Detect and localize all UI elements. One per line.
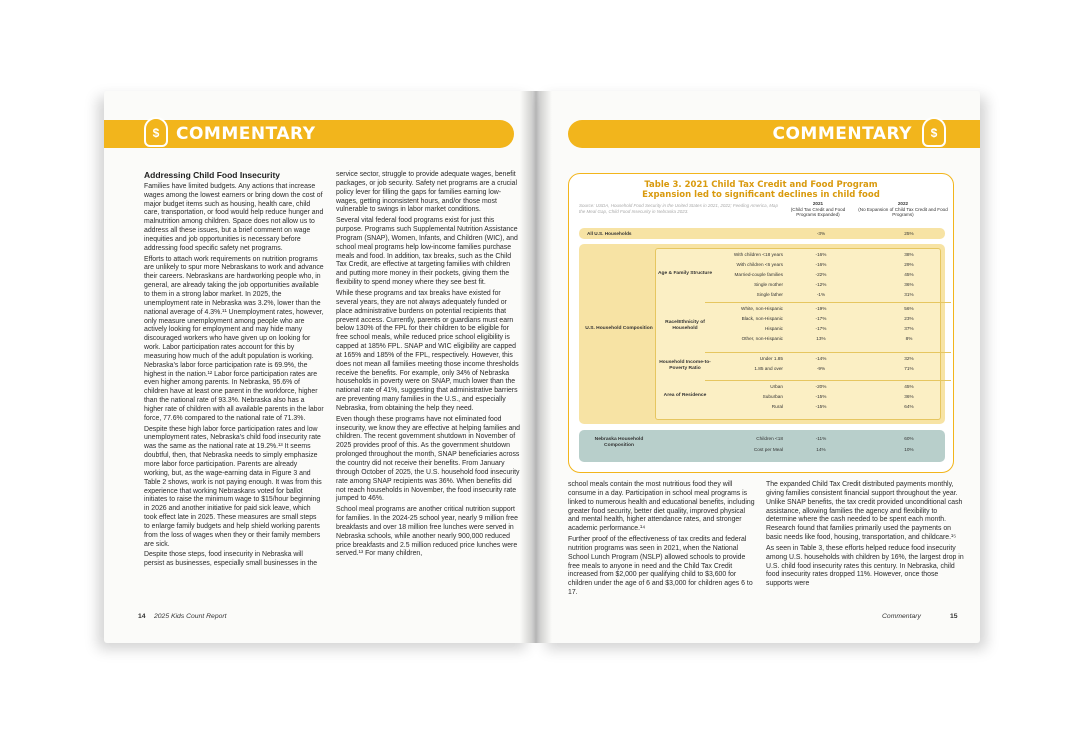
row-label: All U.S. Households — [587, 231, 632, 236]
paragraph: Despite those steps, food insecurity in Nebraska will persist as businesses, especially small businesses in the — [144, 551, 318, 568]
group-label: Area of Residence — [663, 393, 707, 398]
column-year: 2022 — [897, 201, 909, 206]
nebraska-section — [579, 430, 945, 462]
column-desc: (No Expansion of Child Tax Credit and Food Programs) — [858, 206, 948, 218]
value-2022: 10% — [904, 447, 914, 452]
value-2021: -12% — [815, 282, 827, 287]
row-label: Suburban — [762, 394, 783, 399]
paragraph: Several vital federal food programs exist for just this purpose. Programs such Supplemental Nutrition Assistance Program (SNAP), Women, Infants, and Children (WIC), and school meal programs help low-income families purchase meals and food. In addition, tax breaks, such as the Child Tax Credit, are effective at targeting families with children and putting more money in their pockets, giving them the flexibility to spend money where they see best fit. — [336, 217, 518, 287]
commentary-banner-right: COMMENTARY — [568, 120, 980, 148]
value-2021: -22% — [815, 272, 827, 277]
divider — [705, 380, 951, 381]
value-2021: -16% — [815, 262, 827, 267]
value-2022: 36% — [904, 394, 914, 399]
value-2021: -20% — [815, 384, 827, 389]
section-label: Nebraska Household Composition — [594, 437, 644, 448]
row-label: Urban — [770, 384, 783, 389]
value-2021: -1% — [816, 292, 826, 297]
table-title — [569, 180, 953, 200]
row-label: Married-couple families — [734, 272, 783, 277]
row-label: Black, non-Hispanic — [741, 316, 783, 321]
right-page — [540, 91, 980, 643]
value-2021: 13% — [816, 336, 826, 341]
value-2021: -15% — [815, 404, 827, 409]
value-2022: 56% — [904, 306, 914, 311]
value-2021: -17% — [815, 326, 827, 331]
value-2022: 23% — [904, 316, 914, 321]
value-2022: 45% — [904, 384, 914, 389]
value-2021: 14% — [816, 447, 826, 452]
value-2022: 60% — [904, 436, 914, 441]
row-label: Rural — [771, 404, 783, 409]
value-2021: -16% — [815, 252, 827, 257]
row-label: White, non-Hispanic — [741, 306, 783, 311]
footer-title: 2025 Kids Count Report — [154, 613, 227, 620]
left-column-1 — [144, 171, 324, 571]
value-2022: 25% — [904, 231, 914, 236]
right-column-1 — [568, 481, 758, 600]
paragraph: school meals contain the most nutritious food they will consume in a day. Participation in school meal programs is linked to numerous health and educational benefits, including greater food security, better diet quality, improved physical and mental health, higher attendance rates, and stronger academic performance.¹⁴ — [568, 481, 755, 533]
value-2021: -15% — [815, 394, 827, 399]
value-2022: 29% — [904, 262, 914, 267]
group-label: Household Income-to-Poverty Ratio — [659, 360, 711, 371]
divider — [705, 302, 951, 303]
table-title-line-1: Table 3. 2021 Child Tax Credit and Food Program — [644, 180, 878, 190]
footer-title: Commentary — [882, 613, 921, 620]
column-desc: (Child Tax Credit and Food Programs Expanded) — [790, 206, 846, 218]
table-title-line-2: Expansion led to significant declines in child food — [642, 190, 880, 200]
value-2022: 38% — [904, 252, 914, 257]
page-number: 14 — [138, 613, 146, 620]
value-2022: 36% — [904, 282, 914, 287]
row-label: Under 1.85 — [759, 356, 783, 361]
paragraph: Families have limited budgets. Any actions that increase wages among the lowest earners or bring down the cost of major budget items such as housing, health care, child care, transportation, or food would help reduce hunger and malnutrition among children. Space does not allow us to address all these issues, but a brief comment on wage inequities and job opportunities is necessary before addressing food specific safety net programs. — [144, 182, 324, 252]
value-2021: -17% — [815, 316, 827, 321]
value-2022: 32% — [904, 356, 914, 361]
row-label: Cost per Meal — [753, 447, 783, 452]
value-2022: 71% — [904, 366, 914, 371]
column-header-2022 — [858, 201, 948, 218]
section-heading: Addressing Child Food Insecurity — [144, 170, 281, 180]
value-2022: 8% — [905, 336, 913, 341]
paragraph: Further proof of the effectiveness of tax credits and federal nutrition programs was seen in 2021, when the National School Lunch Program (NSLP) allowed schools to provide free meals to anyone in need and the Child Tax Credit increased from $2,000 per qualifying child to $3,600 for children under the age of 6 and $3,000 for children ages 6 to 17. — [568, 536, 753, 597]
right-column-2 — [766, 481, 966, 591]
row-label: With children <18 years — [733, 252, 783, 257]
row-label: 1.85 and over — [754, 366, 783, 371]
left-column-2 — [336, 171, 520, 561]
paragraph: As seen in Table 3, these efforts helped reduce food insecurity among U.S. households with children by 16%, the largest drop in U.S. child food insecurity rates this century. In Nebraska, child food insecurity rates dropped 11%. However, once those supports were — [766, 544, 964, 588]
divider — [705, 352, 951, 353]
left-page — [104, 91, 532, 643]
value-2022: 64% — [904, 404, 914, 409]
table-source: Source: USDA, Household Food Security in the United States in 2021, 2022; Feeding America, Map the Meal Gap, Child Food Insecurity in Nebraska 2023. — [579, 203, 778, 214]
value-2022: 31% — [904, 292, 914, 297]
row-label: Single father — [756, 292, 783, 297]
row-label: Children <18 — [756, 436, 783, 441]
group-label: Age & Family Structure — [657, 271, 713, 276]
column-year: 2021 — [812, 201, 824, 206]
row-label: With children <6 years — [736, 262, 783, 267]
paragraph: The expanded Child Tax Credit distributed payments monthly, giving families consistent financial support throughout the year. Unlike SNAP benefits, the tax credit provided unconditional cash assistance, allowing families the agency and flexibility to determine where the cash needed to be spent each month. Research found that families primarily used the payments on basic needs like food, housing, transportation, and childcare.¹⁵ — [766, 481, 963, 542]
paragraph: While these programs and tax breaks have existed for several years, they are not always adequately funded or place administrative burdens on potential recipients that prevent access. Currently, parents or guardians must earn below 130% of the FPL for their children to be eligible for free school meals, while reduced price school eligibility is capped at 185% FPL. SNAP and WIC eligibility are capped at 165% and 185% of the FPL, respectively. However, this does not mean all families meeting those income thresholds receive the benefits. For example, only 34% of Nebraska households in poverty were on SNAP, much lower than the national rate of 41%, suggesting that administrative barriers are preventing many families in the U.S., and especially Nebraska, from obtaining the help they need. — [336, 289, 519, 412]
row-label: Other, non-Hispanic — [741, 336, 783, 341]
commentary-banner-left: COMMENTARY — [104, 120, 514, 148]
value-2021: -14% — [815, 356, 827, 361]
group-label: Race/Ethnicity of Household — [665, 320, 705, 331]
section-label: U.S. Household Composition — [585, 326, 653, 331]
row-label: Single mother — [754, 282, 783, 287]
row-label: Hispanic — [765, 326, 783, 331]
money-bag-icon: $ — [144, 117, 168, 147]
page-number: 15 — [950, 613, 958, 620]
household-composition-section — [579, 244, 945, 424]
paragraph: School meal programs are another critical nutrition support for families. In the 2024-25 school year, nearly 9 million free breakfasts and over 18 million free lunches were served in Nebraska schools, while another nearly 900,000 reduced price breakfasts and 2.5 million reduced price lunches were served.¹³ For many children, — [336, 506, 518, 558]
value-2021: -11% — [815, 436, 827, 441]
table-3 — [568, 173, 954, 473]
value-2022: 37% — [904, 326, 914, 331]
all-households-row — [579, 228, 945, 239]
paragraph: Despite these high labor force participation rates and low unemployment rates, Nebraska’s child food insecurity rate was the same as the national rate at 19.2%.¹³ It seems doubtful, then, that Nebraska needs to simply emphasize more labor force participation. Parents are already working, but, as the wage-earning data in Figure 3 and Table 2 shows, work is not paying enough. It was from this experience that working Nebraskans voted for ballot initiates to raise the minimum wage to $15/hour beginning in 2026 and another initiative for paid sick leave, which took effect late in 2025. These measures are small steps to enlarge family budgets and help shield working parents from the loss of wages when they or their family members are sick. — [144, 425, 322, 548]
value-2022: 45% — [904, 272, 914, 277]
column-header-2021 — [782, 201, 854, 218]
paragraph: Even though these programs have not eliminated food insecurity, we know they are effective at helping families and children. The recent government shutdown in November of 2025 provides proof of this. As the government shutdown prolonged throughout the month, SNAP beneficiaries across the country did not receive their benefits. From January through October of 2025, the U.S. household food insecurity rate among SNAP recipients was 36%. When benefits did not reach households in November, the food insecurity rate jumped to 46%. — [336, 415, 520, 503]
money-bag-icon: $ — [922, 117, 946, 147]
value-2021: -9% — [816, 366, 826, 371]
value-2021: -3% — [816, 231, 826, 236]
value-2021: -19% — [815, 306, 827, 311]
paragraph: Efforts to attach work requirements on nutrition programs are unlikely to spur more Nebraskans to work and advance their careers. Nebraskans are hardworking people who, in general, are already taking the job opportunities available to them in a strong labor market. In 2025, the unemployment rate in Nebraska was 3.2%, lower than the national average of 4.3%.¹¹ Unemployment rates, however, only measure unemployment among people who are actively looking for employment and may hide many discouraged workers who have given up on looking for work. Labor participation rates account for this by measuring how much of the adult population is working. Nebraska’s labor force participation rate is 69.9%, the highest in the nation.¹² Labor force participation rates are even higher among parents. In Nebraska, 95.6% of children have at least one parent in the workforce, higher than the national rate of 93.3%. Nebraska also has a higher rate of children with all available parents in the labor force, 77.6% compared to the national rate of 71.3%. — [144, 255, 324, 422]
paragraph: service sector, struggle to provide adequate wages, benefit packages, or job security. Safety net programs are a crucial policy lever for filling the gaps for families earning low-wages, getting inconsistent hours, and/or those most vulnerable to swings in labor market conditions. — [336, 171, 518, 214]
